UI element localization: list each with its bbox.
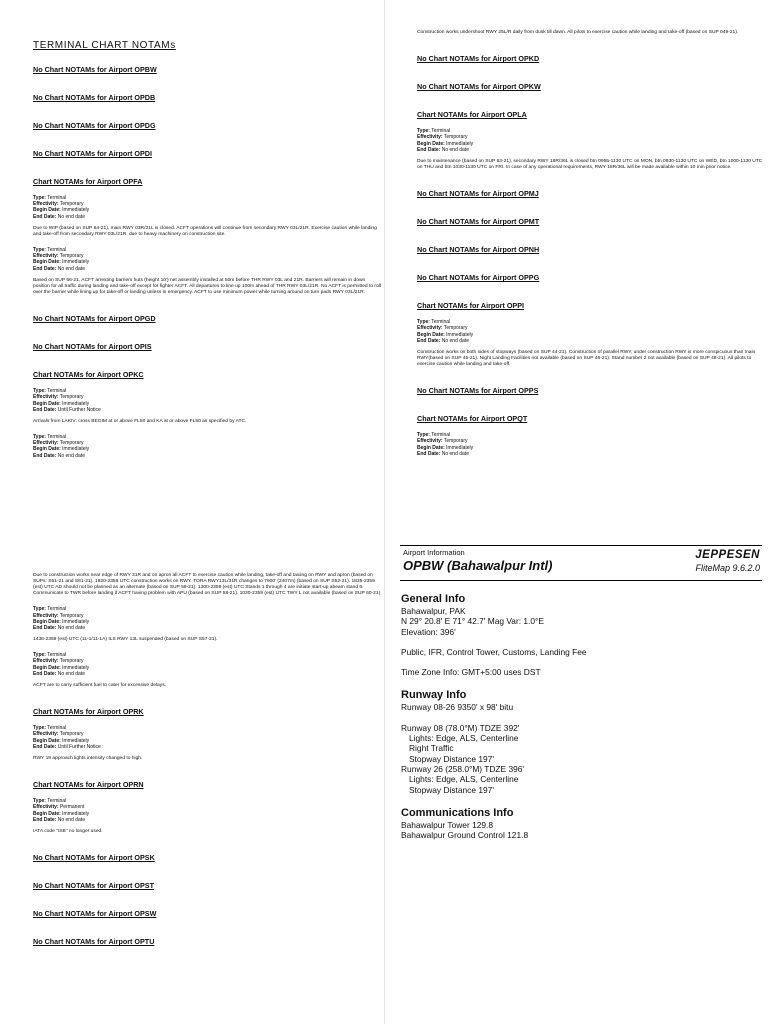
notam-text: RWY 19 approach lights intensity changed to high. <box>33 756 143 761</box>
section-heading-opfa: Chart NOTAMs for Airport OPFA <box>33 177 143 186</box>
notam-meta: Type: Terminal Effectivity: Temporary Begin Date: Immediately End Date: No end date <box>417 432 474 457</box>
no-chart-notam-opgd: No Chart NOTAMs for Airport OPGD <box>33 314 156 324</box>
notam-text: IATA code "ISB" no longer used. <box>33 828 103 834</box>
no-chart-notam-opkd: No Chart NOTAMs for Airport OPKD <box>417 54 540 64</box>
column-divider <box>384 0 385 1024</box>
section-heading-oppi: Chart NOTAMs for Airport OPPI <box>417 301 525 311</box>
notam-meta: Type: Terminal Effectivity: Temporary Begin Date: Immediately End Date: No end date <box>33 195 90 220</box>
no-chart-notam-opbw: No Chart NOTAMs for Airport OPBW <box>33 65 157 74</box>
notam-text: Due to maintenance (based on SUP 63-21), secondary RWY 18R/36L is closed btn 0955-1130 UTC on MON, btn 0930-1130 UTC on WED, btn 1000-1130 UTC on THU and btn 1030-1130 UTC on FRI. In case of any operational requirements, RWY 18R/36L will be made available within 10 min prior notice. <box>417 158 763 170</box>
no-chart-notam-opkw: No Chart NOTAMs for Airport OPKW <box>417 82 541 92</box>
section-heading-opkc: Chart NOTAMs for Airport OPKC <box>33 370 144 380</box>
notam-column-top-right <box>417 30 767 463</box>
notam-column-top-left <box>33 40 383 465</box>
no-chart-notam-opps: No Chart NOTAMs for Airport OPPS <box>417 386 539 396</box>
runway-08-stopway: Stopway Distance 197' <box>409 753 494 764</box>
no-chart-notam-opdb: No Chart NOTAMs for Airport OPDB <box>33 93 156 102</box>
no-chart-notam-opst: No Chart NOTAMs for Airport OPST <box>33 881 154 890</box>
jeppesen-logo: JEPPESEN <box>695 549 760 561</box>
no-chart-notam-opmj: No Chart NOTAMs for Airport OPMJ <box>417 189 539 199</box>
notam-meta: Type: Terminal Effectivity: Permanent Begin Date: Immediately End Date: No end date <box>33 798 90 823</box>
runway-summary: Runway 08-26 9350' x 98' bitu <box>401 702 514 713</box>
tower-frequency: Bahawalpur Tower 129.8 <box>401 819 494 830</box>
notam-meta: Type: Terminal Effectivity: Temporary Begin Date: Immediately End Date: No end date <box>33 247 90 272</box>
airport-coordinates: N 29° 20.8' E 71° 42.7' Mag Var: 1.0°E <box>401 616 544 627</box>
runway-26: Runway 26 (258.0°M) TDZE 396' <box>401 763 525 774</box>
airport-city: Bahawalpur, PAK <box>401 606 466 616</box>
no-chart-notam-opdg: No Chart NOTAMs for Airport OPDG <box>33 121 156 130</box>
airport-timezone: Time Zone Info: GMT+5:00 uses DST <box>401 667 541 678</box>
no-chart-notam-opsk: No Chart NOTAMs for Airport OPSK <box>33 853 155 862</box>
notam-text: Based on SUP 66-21, ACFT arresting barriers huts (height 10') net assembly installed at 50m before THR RWY 03L and 21R. Barriers will remain in down position for all traffic during landing and take-off except for fighter ACFT. All departures to line up 100m ahead of THR RWY 03L/21R. No ACFT is permitted to roll over the barrier while lining up for take-off or landing unless in emergency. ACFT to use minimum power while turning around on turn pads RWY 03L/21R. <box>33 277 381 295</box>
notam-text: Due to WIP (based on SUP 64-21), main RWY 03R/21L is closed. ACFT operations will continue from secondary RWY 03L/21R. Exercise caution while landing and take-off from secondary RWY 03L/21R. due to heavy machinery on construction site. <box>33 225 377 237</box>
section-heading-opla: Chart NOTAMs for Airport OPLA <box>417 110 527 120</box>
no-chart-notam-opsw: No Chart NOTAMs for Airport OPSW <box>33 909 157 918</box>
general-info-heading: General Info <box>401 593 466 605</box>
section-heading-oprk: Chart NOTAMs for Airport OPRK <box>33 707 144 717</box>
no-chart-notam-opdi: No Chart NOTAMs for Airport OPDI <box>33 149 152 158</box>
airport-info-header <box>400 545 762 581</box>
airport-elevation: Elevation: 396' <box>401 626 456 637</box>
runway-08-lights: Lights: Edge, ALS, Centerline <box>409 733 519 744</box>
notam-text: Arrivals from LAKIV: cross BEGIM at or above FL50 and KA at or above FL50 as specified by ATC. <box>33 418 247 424</box>
notam-text: Construction works undershoot RWY 25L/R daily from dusk till dawn. All pilots to exercise caution while landing and take-off (based on SUP 049-21). <box>417 30 739 35</box>
ground-frequency: Bahawalpur Ground Control 121.8 <box>401 830 529 841</box>
notam-column-bottom-left <box>33 573 383 965</box>
notam-meta: Type: Terminal Effectivity: Temporary Begin Date: Immediately End Date: Until Further Notice <box>33 725 101 750</box>
notam-meta: Type: Terminal Effectivity: Temporary Begin Date: Immediately End Date: Until Further Notice <box>33 388 101 413</box>
notam-text: 1436-2359 (est) UTC (11-1/11-1A) ILS RWY 13L suspended (based on SUP S57-21). <box>33 637 218 643</box>
runway-26-lights: Lights: Edge, ALS, Centerline <box>409 774 519 785</box>
notam-text: Due to construction works near edge of RWY 31R and on apron all ACFT to exercise caution while landing, take-off and taxiing on RWY and apron (based on SUPs: S51-21 and S61-21). 1820-2359 UTC construction works on RWY. TORA RWY13L/31R changes to 7900' (2407m) (based on SUP S52-21). 1835-2359 (est) UTC AD should not be planned as an alternate (based on SUP 59-21). 1300-2359 (est) UTC Stands 1 through 4 are initiate start-up abeam stand 6. Communicate to TWR before landing if ACFT having problem with APU (based on SUP 58-21). 1030-2359 (est) UTC TWY L not available (based on SUP 60-21) <box>33 573 381 597</box>
airport-facilities: Public, IFR, Control Tower, Customs, Landing Fee <box>401 646 587 657</box>
section-heading-opqt: Chart NOTAMs for Airport OPQT <box>417 414 528 424</box>
notam-meta: Type: Terminal Effectivity: Temporary Begin Date: Immediately End Date: No end date <box>33 434 90 459</box>
notam-meta: Type: Terminal Effectivity: Temporary Begin Date: Immediately End Date: No end date <box>33 652 90 677</box>
communications-info-heading: Communications Info <box>401 806 514 819</box>
airport-info-label: Airport Information <box>403 548 465 557</box>
notam-text: Construction works on both sides of stopways (based on SUP 44-21). Construction of parallel RWY, under construction RWY is more conspicuous than main RWY(based on SUP 45-21). Night Landing Facilities not available (based on SUP 46-21). Stand number 2 not available (based on SUP 48-21). All pilots to exercise caution while landing and take-off. <box>417 349 756 368</box>
runway-info-heading: Runway Info <box>401 689 467 702</box>
no-chart-notam-optu: No Chart NOTAMs for Airport OPTU <box>33 937 155 946</box>
no-chart-notam-opnh: No Chart NOTAMs for Airport OPNH <box>417 245 540 255</box>
no-chart-notam-opmt: No Chart NOTAMs for Airport OPMT <box>417 217 540 227</box>
notam-meta: Type: Terminal Effectivity: Temporary Begin Date: Immediately End Date: No end date <box>417 128 474 153</box>
runway-26-stopway: Stopway Distance 197' <box>409 784 494 795</box>
notam-text: ACFT are to carry sufficient fuel to cater for excessive delays. <box>33 683 167 689</box>
page-title: TERMINAL CHART NOTAMs <box>33 40 176 51</box>
runway-08-traffic: Right Traffic <box>409 743 454 754</box>
app-version: FliteMap 9.6.2.0 <box>695 563 760 573</box>
airport-title: OPBW (Bahawalpur Intl) <box>403 558 553 573</box>
airport-info-body <box>400 593 762 840</box>
section-heading-oprn: Chart NOTAMs for Airport OPRN <box>33 780 144 790</box>
notam-meta: Type: Terminal Effectivity: Temporary Begin Date: Immediately End Date: No end date <box>417 319 474 344</box>
notam-meta: Type: Terminal Effectivity: Temporary Begin Date: Immediately End Date: No end date <box>33 606 90 631</box>
runway-08: Runway 08 (78.0°M) TDZE 392' <box>401 722 520 733</box>
airport-info-panel <box>400 545 762 840</box>
no-chart-notam-oppg: No Chart NOTAMs for Airport OPPG <box>417 273 540 283</box>
no-chart-notam-opis: No Chart NOTAMs for Airport OPIS <box>33 342 152 352</box>
